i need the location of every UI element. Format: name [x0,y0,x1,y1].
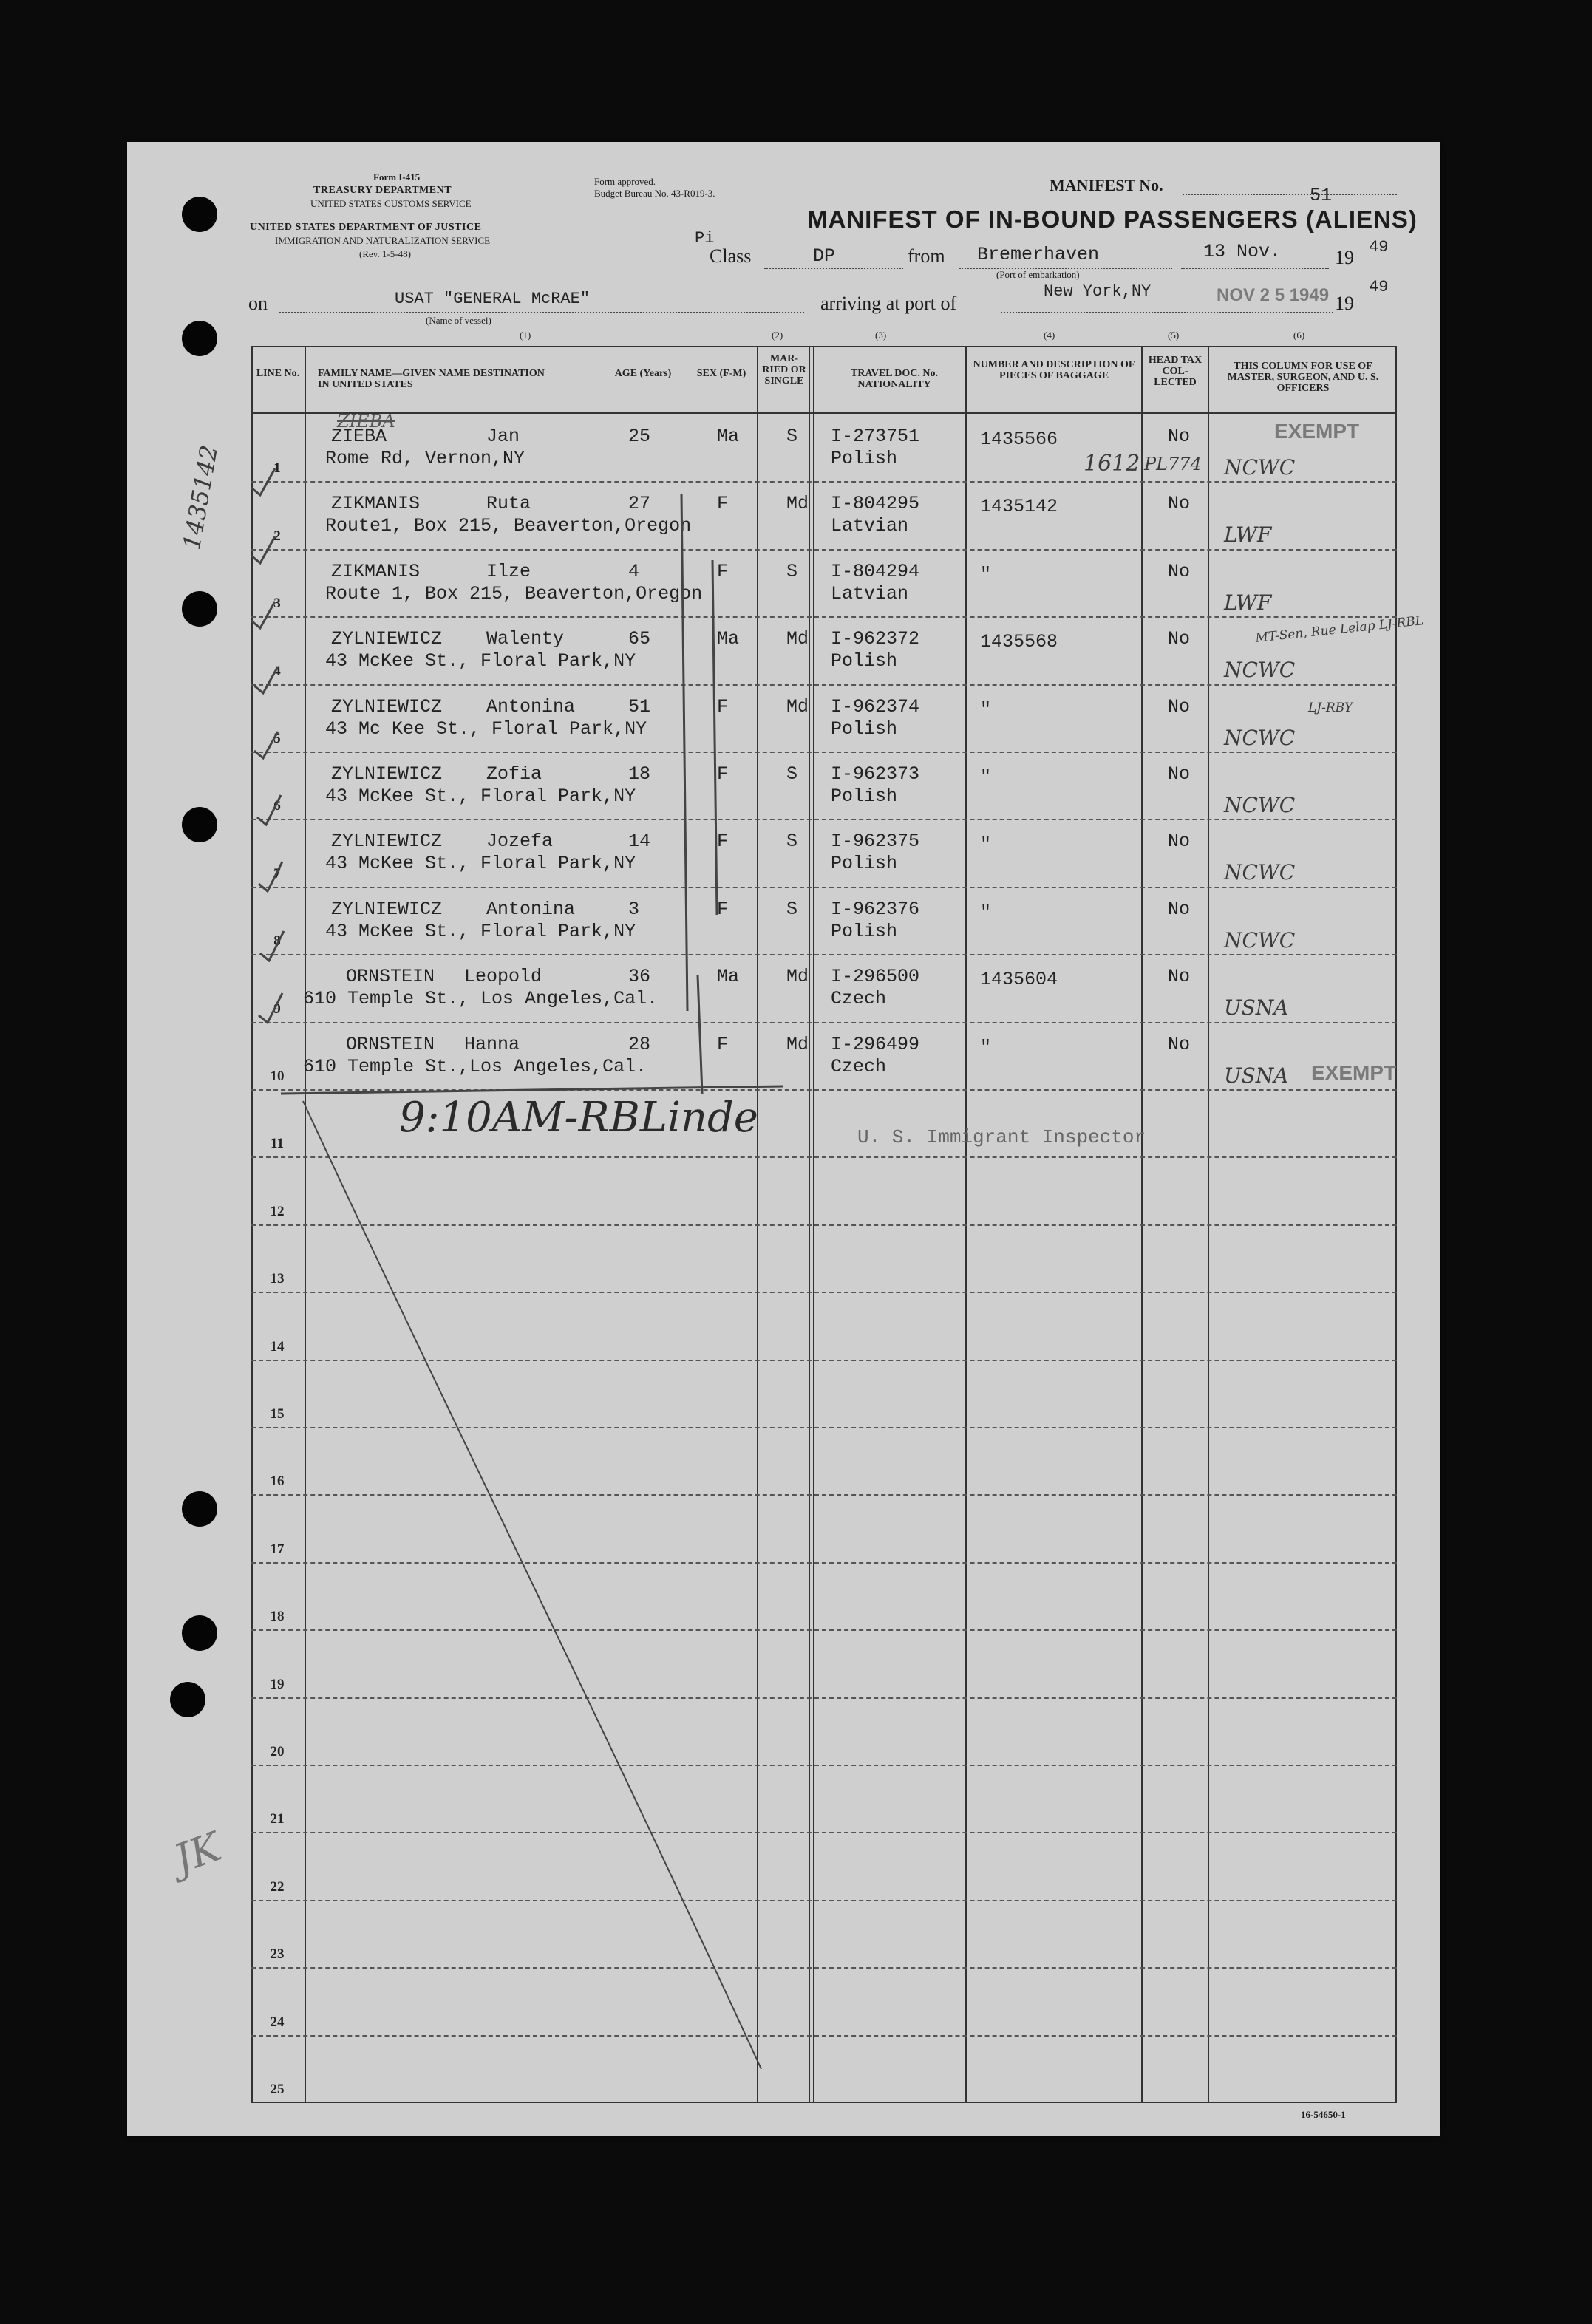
marital-status: S [786,831,798,853]
age-value: 25 [628,426,651,447]
departure-date: 13 Nov. [1203,241,1282,262]
nationality: Polish [831,920,898,942]
head-tax: No [1168,831,1191,853]
head-tax: No [1168,763,1191,785]
line-number: 20 [270,1744,285,1759]
header-name: FAMILY NAME—GIVEN NAME DESTINATION IN UNITED STATES [318,368,545,390]
nationality: Polish [831,718,898,740]
line-number: 7 [273,865,281,882]
family-name: ZYLNIEWICZ [331,898,443,920]
manifest-number: 51 [1310,185,1333,206]
head-tax: No [1168,628,1191,650]
arrival-port: New York,NY [1044,282,1152,301]
age-value: 4 [628,560,640,582]
baggage-number: " [980,834,992,856]
line-number: 17 [270,1541,285,1557]
line-number: 21 [270,1811,285,1827]
nationality: Czech [831,1055,887,1077]
column-number: (1) [520,330,531,341]
ins-label: IMMIGRATION AND NATURALIZATION SERVICE [275,235,491,246]
nationality: Czech [831,988,887,1010]
manifest-no-label: MANIFEST No. [1050,176,1163,194]
travel-doc-number: I-296499 [831,1033,920,1055]
baggage-number: 1435568 [980,631,1058,653]
age-value: 27 [628,493,651,515]
check-mark [251,536,275,563]
age-value: 14 [628,831,651,853]
nationality: Polish [831,650,898,672]
nationality: Latvian [831,515,909,537]
marital-status: S [786,426,798,447]
destination: 43 McKee St., Floral Park,NY [325,650,636,672]
line-number: 1 [273,460,281,477]
line-number: 12 [270,1203,285,1219]
marital-status: Md [786,493,809,515]
head-tax: No [1168,493,1191,515]
embarkation-port: Bremerhaven [977,244,1100,265]
sex-value: F [717,560,729,582]
line-number: 23 [270,1946,285,1963]
baggage-number: 1435566 [980,429,1058,450]
line-number: 14 [270,1338,285,1354]
header-head-tax: HEAD TAX COL-LECTED [1148,355,1202,388]
officer-note: MT-Sen, Rue Lelap LJ-RBL [1254,613,1425,646]
line-number: 22 [270,1878,285,1895]
sex-value: Ma [717,426,740,447]
officer-code: NCWC [1224,793,1296,817]
travel-doc-number: I-962372 [831,628,920,650]
family-name: ZYLNIEWICZ [331,763,443,785]
year-prefix: 19 [1335,247,1354,268]
travel-doc-number: I-273751 [831,426,920,447]
officer-code: NCWC [1224,725,1296,750]
header-baggage: NUMBER AND DESCRIPTION OF PIECES OF BAGGAGE [973,359,1135,381]
footer-form-code: 16-54650-1 [1301,2109,1346,2120]
family-name: ZIEBA [331,426,387,447]
form-number: Form I-415 [373,171,421,183]
justice-label: UNITED STATES DEPARTMENT OF JUSTICE [250,222,482,233]
manifest-title: MANIFEST OF IN-BOUND PASSENGERS (ALIENS) [807,205,1418,233]
marital-status: S [786,763,798,785]
baggage-number: 1435142 [980,496,1058,518]
column-number: (5) [1168,330,1180,341]
bracket-line [698,975,702,1094]
head-tax: No [1168,898,1191,920]
on-label: on [248,293,268,314]
struck-name: ZIEBA [337,411,395,432]
given-name: Ruta [486,493,531,515]
given-name: Antonina [486,898,576,920]
strike-line [303,1101,761,2069]
age-value: 65 [628,628,651,650]
customs-label: UNITED STATES CUSTOMS SERVICE [310,198,472,209]
nationality: Polish [831,786,898,807]
check-mark [260,931,284,961]
destination: 43 McKee St., Floral Park,NY [325,853,636,875]
officer-code: LWF [1224,522,1272,548]
sex-value: Ma [717,966,740,988]
officer-code: USNA [1224,995,1289,1020]
sex-value: F [717,1033,729,1055]
check-mark-group [251,468,783,2069]
marital-status: Md [786,966,809,988]
line-number: 25 [270,2082,285,2097]
column-number: (2) [772,330,783,341]
officer-code: NCWC [1224,860,1296,885]
budget-label: Budget Bureau No. 43-R019-3. [594,188,715,199]
check-mark [254,667,278,693]
vessel-name: USAT "GENERAL McRAE" [395,290,591,308]
inspector-signature: 9:10AM-RBLinde [399,1094,758,1142]
check-mark [251,602,275,628]
class-label: Class [710,245,752,267]
check-mark [259,993,282,1023]
destination: Rome Rd, Vernon,NY [325,448,525,469]
bracket-line [712,560,717,915]
given-name: Leopold [464,966,542,988]
travel-doc-number: I-804294 [831,560,920,582]
class-superscript: Pi [695,229,715,248]
line-number: 8 [273,933,281,950]
family-name: ORNSTEIN [346,966,435,988]
head-tax: No [1168,1033,1191,1055]
family-name: ORNSTEIN [346,1033,435,1055]
line-number: 18 [270,1609,285,1625]
age-value: 51 [628,695,651,718]
sex-value: F [717,763,729,785]
sex-value: F [717,831,729,853]
given-name: Hanna [464,1033,520,1055]
header-married: MAR-RIED OR SINGLE [762,353,806,386]
check-mark [254,732,278,758]
arrival-date-stamp: NOV 2 5 1949 [1217,285,1330,305]
nationality: Polish [831,448,898,469]
travel-doc-number: I-962373 [831,763,920,785]
family-name: ZIKMANIS [331,493,421,515]
sex-value: Ma [717,628,740,650]
given-name: Antonina [486,695,576,718]
line-number: 5 [273,731,281,746]
line-number: 13 [270,1271,285,1287]
marital-status: S [786,560,798,582]
treasury-label: TREASURY DEPARTMENT [313,185,452,196]
header-travel-doc: TRAVEL DOC. No. NATIONALITY [851,368,938,390]
marital-status: S [786,898,798,920]
given-name: Jozefa [486,831,554,853]
arriving-label: arriving at port of [820,293,957,314]
officer-code: LWF [1224,590,1272,615]
given-name: Ilze [486,560,531,582]
head-tax: No [1168,560,1191,582]
age-value: 28 [628,1033,651,1055]
marital-status: Md [786,1033,809,1055]
check-mark [251,468,275,495]
sex-value: F [717,493,729,515]
column-number: (6) [1293,330,1305,341]
exempt-stamp: EXEMPT [1274,420,1360,443]
destination: Route1, Box 215, Beaverton,Oregon [325,515,692,537]
pl-note: PL774 [1144,454,1202,474]
given-name: Walenty [486,628,565,650]
line-number: 6 [273,798,281,814]
vessel-caption: (Name of vessel) [426,315,491,326]
officer-note: LJ-RBY [1308,701,1353,715]
embarkation-caption: (Port of embarkation) [996,269,1080,280]
line-number: 11 [271,1136,284,1152]
baggage-note: 1612 [1084,451,1140,477]
header-sex: SEX (F-M) [696,368,746,379]
check-mark [259,862,282,891]
head-tax: No [1168,695,1191,718]
baggage-number: " [980,766,992,788]
head-tax: No [1168,426,1191,447]
given-name: Jan [486,426,520,447]
marital-status: Md [786,695,809,718]
line-number: 4 [273,663,281,679]
line-number: 19 [270,1676,285,1692]
line-number: 10 [270,1069,285,1084]
destination: 610 Temple St.,Los Angeles,Cal. [303,1055,647,1077]
travel-doc-number: I-962374 [831,695,920,718]
officer-code: NCWC [1224,927,1296,953]
baggage-number: " [980,901,992,923]
class-value: DP [813,245,836,267]
bracket-line [681,494,687,1011]
from-label: from [908,245,945,267]
travel-doc-number: I-804295 [831,493,920,515]
officer-code: USNA [1224,1063,1289,1088]
revision-label: (Rev. 1-5-48) [359,248,411,259]
margin-initials: JK [168,1823,227,1883]
destination: Route 1, Box 215, Beaverton,Oregon [325,582,703,604]
arrival-year-prefix: 19 [1335,293,1354,314]
travel-doc-number: I-962376 [831,898,920,920]
nationality: Polish [831,853,898,875]
line-number: 24 [270,2014,285,2030]
sex-value: F [717,898,729,920]
column-number: (4) [1044,330,1055,341]
header-age: AGE (Years) [614,368,672,379]
travel-doc-number: I-296500 [831,966,920,988]
age-value: 36 [628,966,651,988]
margin-number: 1435142 [177,443,224,552]
column-number: (3) [875,330,887,341]
sex-value: F [717,695,729,718]
marital-status: Md [786,628,809,650]
destination: 610 Temple St., Los Angeles,Cal. [303,988,659,1010]
head-tax: No [1168,966,1191,988]
officer-code: NCWC [1224,658,1296,683]
exempt-stamp: EXEMPT [1311,1061,1397,1084]
line-number: 2 [273,528,281,544]
line-number: 9 [273,1001,281,1017]
arrival-year: 49 [1369,278,1389,296]
age-value: 18 [628,763,651,785]
given-name: Zofia [486,763,542,785]
line-number: 15 [270,1406,285,1422]
destination: 43 Mc Kee St., Floral Park,NY [325,718,647,740]
destination: 43 McKee St., Floral Park,NY [325,786,636,807]
nationality: Latvian [831,582,909,604]
officer-code: NCWC [1224,455,1296,480]
family-name: ZYLNIEWICZ [331,831,443,853]
baggage-number: " [980,698,992,720]
age-value: 3 [628,898,640,920]
baggage-number: " [980,1036,992,1058]
approval-label: Form approved. [594,176,656,187]
baggage-number: 1435604 [980,969,1058,991]
closing-line [281,1086,783,1094]
destination: 43 McKee St., Floral Park,NY [325,920,636,942]
travel-doc-number: I-962375 [831,831,920,853]
check-mark [257,795,281,825]
family-name: ZYLNIEWICZ [331,628,443,650]
inspector-label: U. S. Immigrant Inspector [857,1126,1146,1148]
line-number: 3 [273,596,281,612]
family-name: ZIKMANIS [331,560,421,582]
line-number: 16 [270,1473,285,1490]
departure-year: 49 [1369,238,1389,256]
family-name: ZYLNIEWICZ [331,695,443,718]
baggage-number: " [980,563,992,585]
header-line-no: LINE No. [256,368,300,379]
header-officers: THIS COLUMN FOR USE OF MASTER, SURGEON, AND U. S. OFFICERS [1227,361,1379,394]
